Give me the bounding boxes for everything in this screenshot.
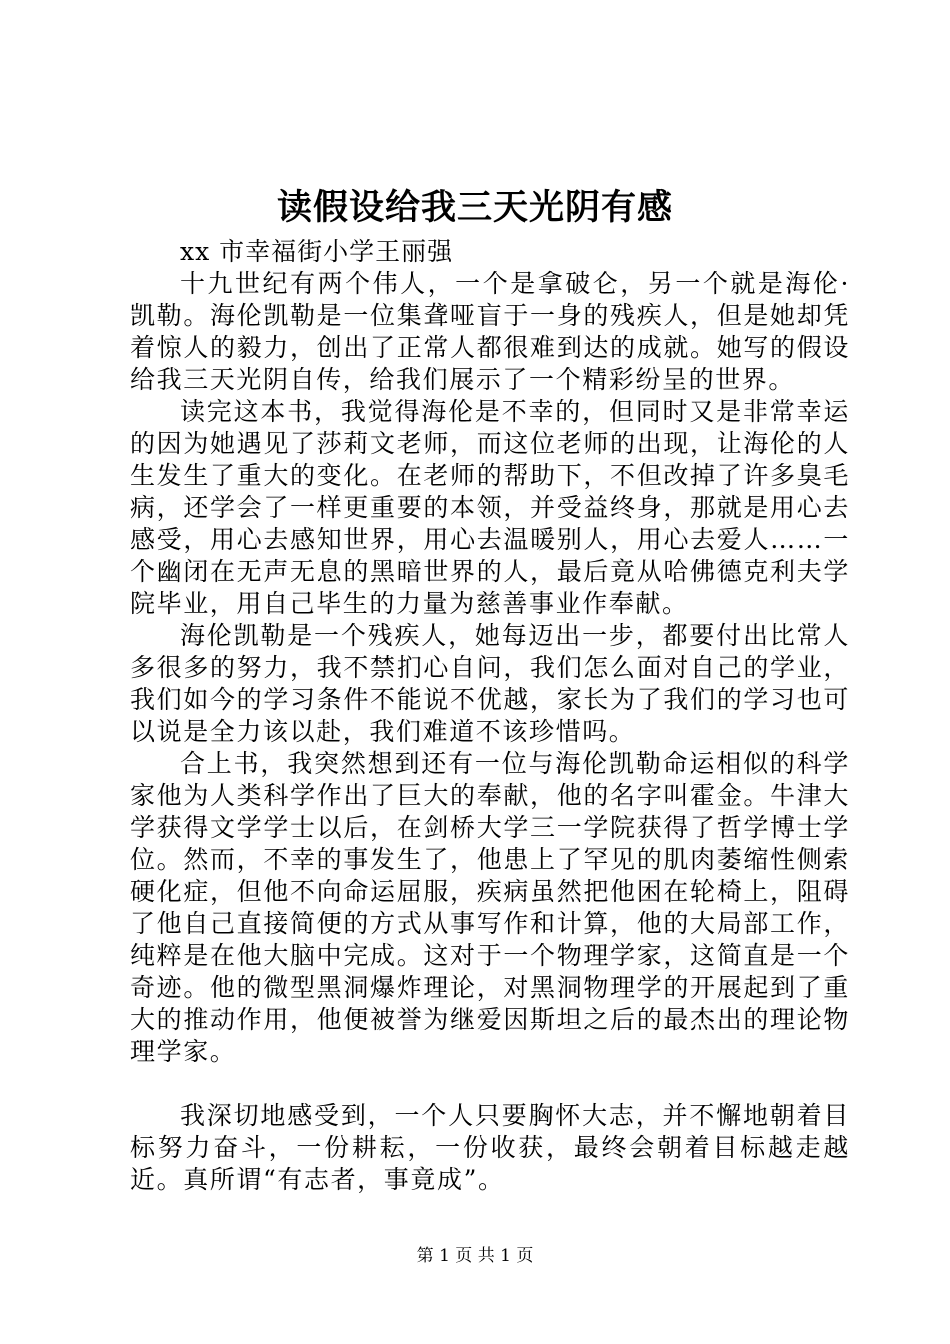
paragraph-2: 读完这本书，我觉得海伦是不幸的，但同时又是非常幸运的因为她遇见了莎莉文老师，而这位老师的出现，让海伦的人生发生了重大的变化。在老师的帮助下，不但改掉了许多臭毛病，还学会了一样更重要的本领，并受益终身，那就是用心去感受，用心去感知世界，用心去温暖别人，用心去爱人……一个幽闭在无声无息的黑暗世界的人，最后竟从哈佛德克利夫学院毕业，用自己毕生的力量为慈善事业作奉献。 [130,397,850,618]
paragraph-5: 我深切地感受到，一个人只要胸怀大志，并不懈地朝着目标努力奋斗，一份耕耘，一份收获，最终会朝着目标越走越近。真所谓“有志者，事竟成”。 [130,1101,850,1194]
author-line: xx 市幸福街小学王丽强 [180,237,454,266]
paragraph-3: 海伦凯勒是一个残疾人，她每迈出一步，都要付出比常人多很多的努力，我不禁扪心自问，我们怎么面对自己的学业，我们如今的学习条件不能说不优越，家长为了我们的学习也可以说是全力该以赴，我们难道不该珍惜吗。 [130,621,850,746]
paragraph-4: 合上书，我突然想到还有一位与海伦凯勒命运相似的科学家他为人类科学作出了巨大的奉献，他的名字叫霍金。牛津大学获得文学学士以后，在剑桥大学三一学院获得了哲学博士学位。然而，不幸的事发生了，他患上了罕见的肌肉萎缩性侧索硬化症，但他不向命运屈服，疾病虽然把他困在轮椅上，阻碍了他自己直接简便的方式从事写作和计算，他的大局部工作，纯粹是在他大脑中完成。这对于一个物理学家，这简直是一个奇迹。他的微型黑洞爆炸理论，对黑洞物理学的开展起到了重大的推动作用，他便被誉为继爱因斯坦之后的最杰出的理论物理学家。 [130,749,850,1066]
page-number-footer: 第 1 页 共 1 页 [416,1246,534,1266]
paragraph-spacer [130,1068,850,1100]
paragraph-1: 十九世纪有两个伟人，一个是拿破仑，另一个就是海伦·凯勒。海伦凯勒是一位集聋哑盲于一身的残疾人，但是她却凭着惊人的毅力，创出了正常人都很难到达的成就。她写的假设给我三天光阴自传，给我们展示了一个精彩纷呈的世界。 [130,269,850,394]
document-title: 读假设给我三天光阴有感 [276,187,673,228]
document-body [130,236,850,1196]
